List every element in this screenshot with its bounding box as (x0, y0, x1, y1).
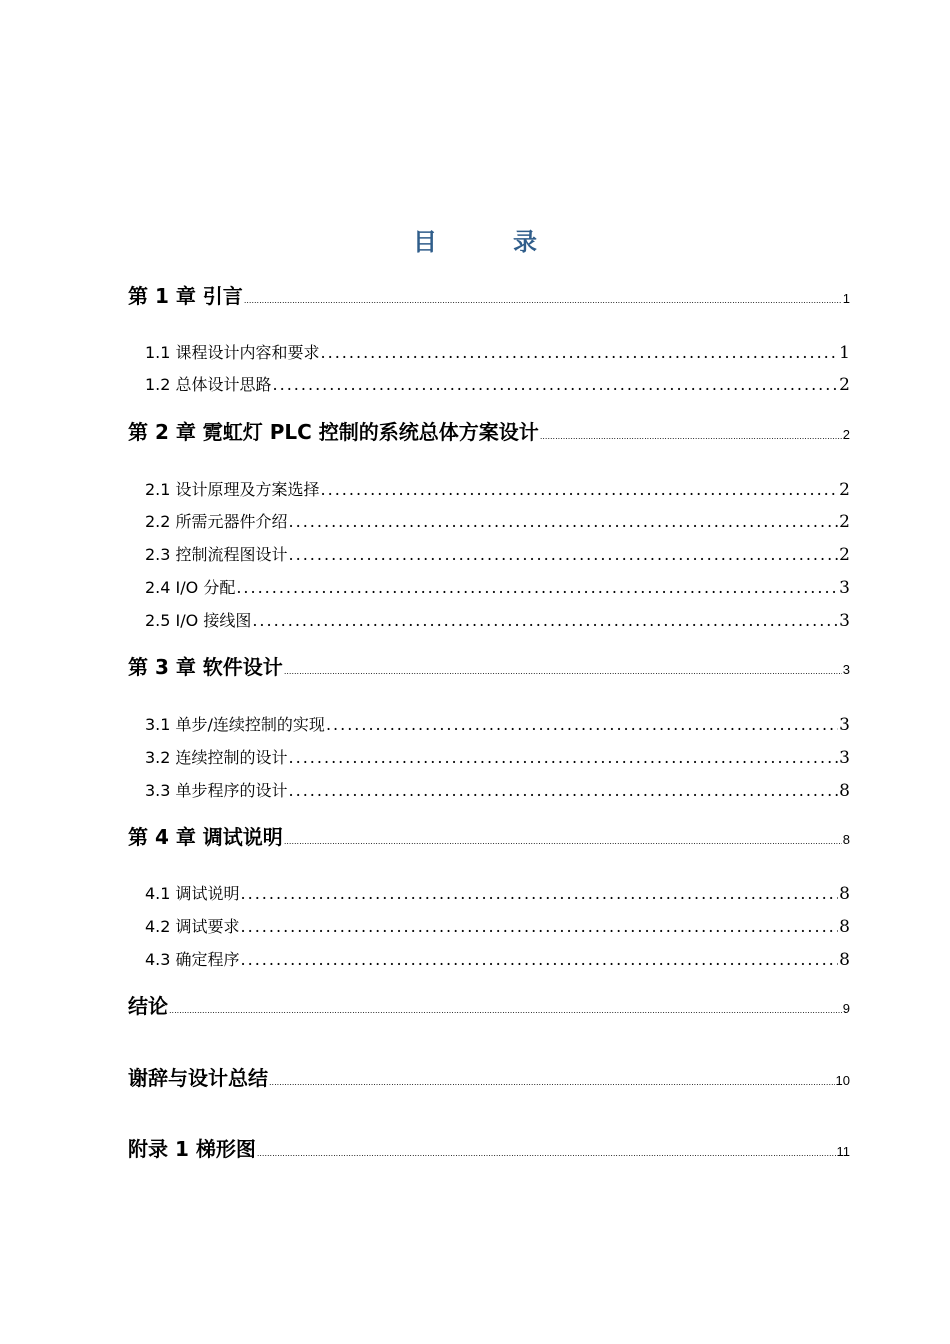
toc-entry-page: 11 (836, 1144, 850, 1159)
dot-leader (289, 748, 839, 767)
toc-entry-label: 2.4 I/O 分配 (145, 578, 236, 597)
toc-entry-label: 4.1 调试说明 (145, 884, 240, 903)
toc-entry-label: 2.3 控制流程图设计 (145, 545, 288, 564)
dot-leader (540, 432, 842, 441)
toc-entry-chapter-3[interactable] (128, 651, 850, 680)
toc-entry-label: 第 4 章 调试说明 (128, 825, 283, 849)
toc-entry-section-1-1[interactable] (145, 340, 850, 363)
toc-entry-section-2-2[interactable] (145, 509, 850, 532)
dot-leader (289, 781, 839, 800)
toc-entry-label: 3.1 单步/连续控制的实现 (145, 715, 325, 734)
toc-entry-section-4-3[interactable] (145, 947, 850, 970)
toc-entry-label: 第 2 章 霓虹灯 PLC 控制的系统总体方案设计 (128, 420, 539, 444)
toc-entry-section-4-1[interactable] (145, 881, 850, 904)
toc-entry-section-4-2[interactable] (145, 914, 850, 937)
dot-leader (289, 545, 839, 564)
toc-entry-section-2-1[interactable] (145, 477, 850, 500)
toc-entry-acknowledgements[interactable] (128, 1062, 850, 1091)
dot-leader (241, 884, 839, 903)
dot-leader (284, 837, 842, 846)
dot-leader (252, 611, 838, 630)
toc-entry-page: 1 (839, 343, 850, 363)
toc-entry-label: 4.3 确定程序 (145, 950, 240, 969)
toc-entry-section-2-3[interactable] (145, 542, 850, 565)
toc-entry-label: 1.2 总体设计思路 (145, 375, 272, 394)
toc-entry-page: 8 (839, 950, 850, 970)
toc-entry-label: 2.2 所需元器件介绍 (145, 512, 288, 531)
toc-entry-label: 谢辞与设计总结 (128, 1066, 268, 1090)
toc-entry-chapter-1[interactable] (128, 280, 850, 309)
dot-leader (241, 917, 839, 936)
toc-entry-chapter-2[interactable] (128, 416, 850, 445)
toc-entry-page: 3 (842, 662, 850, 677)
toc-entry-label: 2.5 I/O 接线图 (145, 611, 252, 630)
toc-entry-page: 10 (835, 1073, 850, 1088)
dot-leader (273, 375, 839, 394)
dot-leader (289, 512, 839, 531)
toc-entry-page: 9 (842, 1001, 850, 1016)
toc-entry-section-3-2[interactable] (145, 745, 850, 768)
toc-entry-page: 2 (842, 427, 850, 442)
toc-entry-page: 8 (839, 917, 850, 937)
toc-entry-label: 3.2 连续控制的设计 (145, 748, 288, 767)
toc-entry-page: 2 (839, 545, 850, 565)
dot-leader (326, 715, 838, 734)
toc-entry-conclusion[interactable] (128, 990, 850, 1019)
toc-entry-label: 第 3 章 软件设计 (128, 655, 283, 679)
dot-leader (241, 950, 839, 969)
toc-entry-section-2-5[interactable] (145, 608, 850, 631)
toc-entry-page: 3 (839, 715, 850, 735)
dot-leader (284, 667, 842, 676)
dot-leader (269, 1078, 835, 1087)
toc-entry-section-3-1[interactable] (145, 712, 850, 735)
toc-entry-section-2-4[interactable] (145, 575, 850, 598)
toc-entry-label: 2.1 设计原理及方案选择 (145, 480, 320, 499)
toc-entry-label: 3.3 单步程序的设计 (145, 781, 288, 800)
toc-entry-label: 4.2 调试要求 (145, 917, 240, 936)
toc-entry-label: 1.1 课程设计内容和要求 (145, 343, 320, 362)
toc-entry-section-3-3[interactable] (145, 778, 850, 801)
dot-leader (321, 480, 839, 499)
dot-leader (321, 343, 839, 362)
dot-leader (236, 578, 838, 597)
toc-entry-page: 8 (839, 781, 850, 801)
toc-entry-section-1-2[interactable] (145, 372, 850, 395)
toc-entry-page: 2 (839, 480, 850, 500)
toc-entry-page: 8 (842, 832, 850, 847)
toc-entry-label: 第 1 章 引言 (128, 284, 243, 308)
toc-entry-page: 3 (839, 578, 850, 598)
toc-entry-page: 2 (839, 512, 850, 532)
toc-entry-page: 3 (839, 611, 850, 631)
toc-entry-label: 结论 (128, 994, 168, 1018)
toc-entry-appendix-1[interactable] (128, 1133, 850, 1162)
dot-leader (244, 296, 842, 305)
toc-entry-page: 8 (839, 884, 850, 904)
toc-entry-page: 3 (839, 748, 850, 768)
toc-entry-label: 附录 1 梯形图 (128, 1137, 256, 1161)
toc-title: 目 录 (413, 228, 563, 256)
toc-entry-page: 1 (842, 291, 850, 306)
dot-leader (257, 1149, 836, 1158)
dot-leader (169, 1006, 842, 1015)
toc-entry-chapter-4[interactable] (128, 821, 850, 850)
toc-entry-page: 2 (839, 375, 850, 395)
